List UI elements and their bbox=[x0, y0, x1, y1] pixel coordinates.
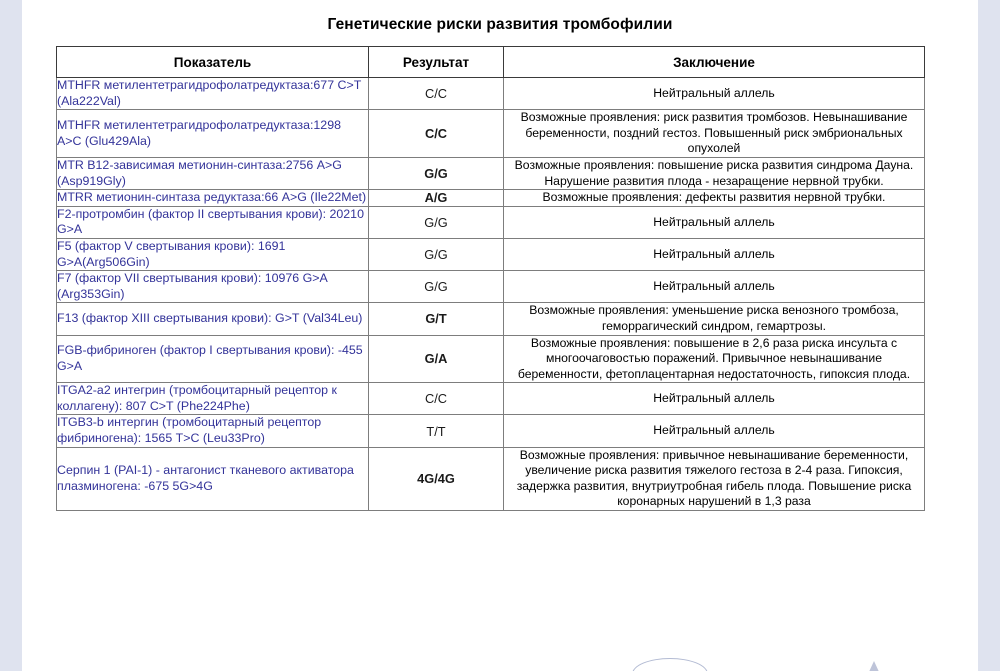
table-row bbox=[57, 78, 925, 110]
footer-watermark bbox=[22, 655, 978, 671]
cell-result: G/G bbox=[369, 157, 504, 189]
table-body bbox=[57, 78, 925, 511]
cell-marker: F2-протромбин (фактор II свертывания крови): 20210 G>A bbox=[57, 206, 369, 238]
cell-conclusion: Нейтральный аллель bbox=[504, 206, 925, 238]
table-header-row bbox=[57, 47, 925, 78]
table-row bbox=[57, 271, 925, 303]
cell-marker: ITGA2-a2 интегрин (тромбоцитарный рецептор к коллагену): 807 C>T (Phe224Phe) bbox=[57, 383, 369, 415]
table-row bbox=[57, 303, 925, 335]
cell-result: G/G bbox=[369, 271, 504, 303]
table-row bbox=[57, 415, 925, 447]
table-row bbox=[57, 190, 925, 207]
column-header-marker: Показатель bbox=[57, 47, 369, 78]
cell-marker: MTHFR метилентетрагидрофолатредуктаза:677 C>T (Ala222Val) bbox=[57, 78, 369, 110]
cell-conclusion: Нейтральный аллель bbox=[504, 415, 925, 447]
cell-result: T/T bbox=[369, 415, 504, 447]
cell-conclusion: Нейтральный аллель bbox=[504, 271, 925, 303]
cell-result: C/C bbox=[369, 383, 504, 415]
column-header-conclusion: Заключение bbox=[504, 47, 925, 78]
table-row bbox=[57, 447, 925, 510]
cell-marker: MTR B12-зависимая метионин-синтаза:2756 A>G (Asp919Gly) bbox=[57, 157, 369, 189]
cell-marker: F7 (фактор VII свертывания крови): 10976 G>A (Arg353Gin) bbox=[57, 271, 369, 303]
cell-result: 4G/4G bbox=[369, 447, 504, 510]
cell-marker: F5 (фактор V свертывания крови): 1691 G>A(Arg506Gin) bbox=[57, 238, 369, 270]
table-header bbox=[57, 47, 925, 78]
logo-arc-icon bbox=[632, 658, 708, 671]
cell-marker: Серпин 1 (PAI-1) - антагонист тканевого активатора плазминогена: -675 5G>4G bbox=[57, 447, 369, 510]
cell-conclusion: Возможные проявления: дефекты развития нервной трубки. bbox=[504, 190, 925, 207]
cell-result: G/T bbox=[369, 303, 504, 335]
page-title: Генетические риски развития тромбофилии bbox=[327, 16, 673, 33]
table-row bbox=[57, 157, 925, 189]
cell-result: C/C bbox=[369, 78, 504, 110]
cell-conclusion: Возможные проявления: повышение риска развития синдрома Дауна. Нарушение развития плода - незаращение нервной трубки. bbox=[504, 157, 925, 189]
cell-marker: ITGB3-b интергин (тромбоцитарный рецептор фибриногена): 1565 T>C (Leu33Pro) bbox=[57, 415, 369, 447]
table-row bbox=[57, 238, 925, 270]
cell-conclusion: Возможные проявления: риск развития тромбозов. Невынашивание беременности, поздний гестоз. Повышенный риск эмбриональных опухолей bbox=[504, 110, 925, 158]
column-header-result: Результат bbox=[369, 47, 504, 78]
cell-marker: MTHFR метилентетрагидрофолатредуктаза:1298 A>C (Glu429Ala) bbox=[57, 110, 369, 158]
cell-result: C/C bbox=[369, 110, 504, 158]
cell-conclusion: Возможные проявления: уменьшение риска венозного тромбоза, геморрагический синдром, гемартрозы. bbox=[504, 303, 925, 335]
cell-conclusion: Возможные проявления: повышение в 2,6 раза риска инсульта с многоочаговостью поражений. Привычное невынашивание беременности, фетоплацентарная недостаточность, гипоксия плода. bbox=[504, 335, 925, 383]
document-page bbox=[22, 0, 978, 671]
cell-marker: FGB-фибриноген (фактор I свертывания крови): -455 G>A bbox=[57, 335, 369, 383]
logo-triangle-icon bbox=[868, 661, 880, 671]
table-row bbox=[57, 110, 925, 158]
cell-conclusion: Нейтральный аллель bbox=[504, 383, 925, 415]
cell-result: G/G bbox=[369, 206, 504, 238]
cell-conclusion: Нейтральный аллель bbox=[504, 238, 925, 270]
cell-result: G/A bbox=[369, 335, 504, 383]
table-row bbox=[57, 383, 925, 415]
cell-result: A/G bbox=[369, 190, 504, 207]
cell-conclusion: Возможные проявления: привычное невынашивание беременности, увеличение риска развития тяжелого гестоза в 2-4 раза. Гипоксия, задержка развития, внутриутробная гибель плода. Повышение риска коронарных нарушений в 1,3 раза bbox=[504, 447, 925, 510]
table-row bbox=[57, 206, 925, 238]
results-table-container bbox=[56, 46, 924, 511]
cell-marker: MTRR метионин-синтаза редуктаза:66 A>G (Ile22Met) bbox=[57, 190, 369, 207]
genetic-risk-table bbox=[56, 46, 925, 511]
cell-result: G/G bbox=[369, 238, 504, 270]
cell-marker: F13 (фактор XIII свертывания крови): G>T (Val34Leu) bbox=[57, 303, 369, 335]
cell-conclusion: Нейтральный аллель bbox=[504, 78, 925, 110]
table-row bbox=[57, 335, 925, 383]
